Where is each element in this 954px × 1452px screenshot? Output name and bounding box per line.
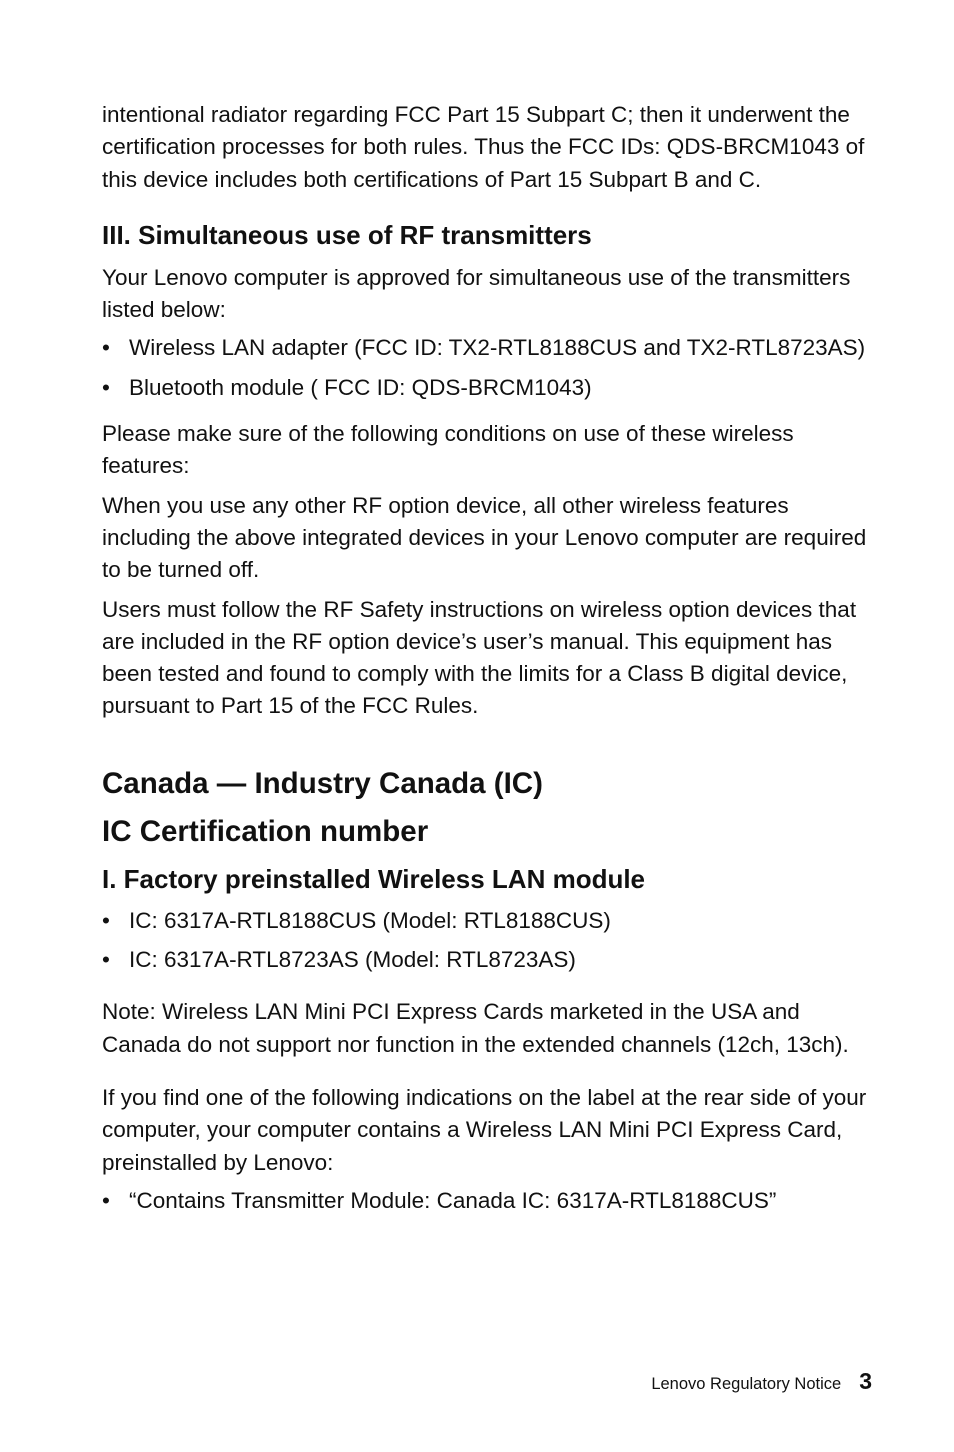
simultaneous-use-paragraph: Your Lenovo computer is approved for simultaneous use of the transmitters listed below:	[102, 264, 851, 323]
bullet-icon: •	[102, 1187, 110, 1213]
conditions-paragraph: Please make sure of the following conditions on use of these wireless features:	[102, 421, 794, 479]
list-item: • “Contains Transmitter Module: Canada IC: 6317A-RTL8188CUS”	[102, 1185, 872, 1217]
page-footer	[651, 1368, 872, 1395]
bullet-icon: •	[102, 947, 110, 973]
rf-safety-paragraph: Users must follow the RF Safety instructions on wireless option devices that are included in the RF option device’s user’s manual. This equipment has been tested and found to comply with the limits for a Class B digital device, pursuant to Part 15 of the FCC Rules.	[102, 596, 857, 719]
page-number: 3	[859, 1368, 872, 1394]
list-item: • IC: 6317A-RTL8188CUS (Model: RTL8188CUS)	[102, 905, 872, 937]
ic-certification-heading: IC Certification number	[102, 814, 429, 848]
bullet-icon: •	[102, 335, 110, 361]
label-paragraph: If you find one of the following indications on the label at the rear side of your computer, your computer contains a Wireless LAN Mini PCI Express Card, preinstalled by Lenovo:	[102, 1084, 867, 1175]
list-item: • Wireless LAN adapter (FCC ID: TX2-RTL8188CUS and TX2-RTL8723AS)	[102, 332, 872, 364]
canada-heading: Canada — Industry Canada (IC)	[102, 766, 543, 800]
footer-label: Lenovo Regulatory Notice	[651, 1375, 842, 1393]
factory-wlan-heading: I. Factory preinstalled Wireless LAN module	[102, 863, 646, 894]
bullet-icon: •	[102, 374, 110, 400]
section-heading-simultaneous-use: III. Simultaneous use of RF transmitters	[102, 219, 592, 250]
note-paragraph: Note: Wireless LAN Mini PCI Express Cards marketed in the USA and Canada do not support nor function in the extended channels (12ch, 13ch).	[102, 999, 849, 1057]
page-content	[102, 99, 872, 1217]
ic-list	[102, 905, 872, 977]
list-item: • IC: 6317A-RTL8723AS (Model: RTL8723AS)	[102, 944, 872, 976]
label-list	[102, 1185, 872, 1217]
intro-paragraph: intentional radiator regarding FCC Part 15 Subpart C; then it underwent the certification processes for both rules. Thus the FCC IDs: QDS-BRCM1043 of this device includes both certifications of Part 15 Subpart B and C.	[102, 102, 865, 192]
rf-option-paragraph: When you use any other RF option device, all other wireless features including the above integrated devices in your Lenovo computer are required to be turned off.	[102, 492, 867, 583]
bullet-icon: •	[102, 907, 110, 933]
transmitter-list	[102, 332, 872, 404]
list-item: • Bluetooth module ( FCC ID: QDS-BRCM1043)	[102, 372, 872, 404]
